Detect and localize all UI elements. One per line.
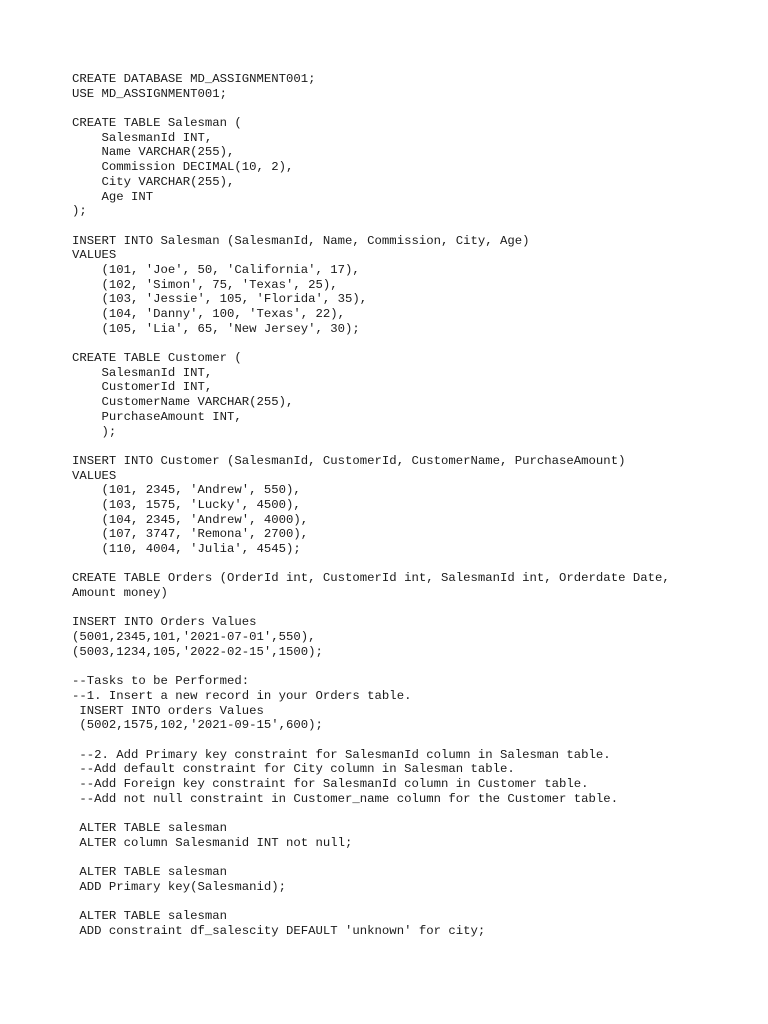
code-line: INSERT INTO orders Values bbox=[72, 703, 264, 718]
code-line: (104, 'Danny', 100, 'Texas', 22), bbox=[72, 307, 346, 321]
code-line: --Add Foreign key constraint for SalesmanId column in Customer table. bbox=[72, 777, 589, 791]
blank-line bbox=[72, 101, 752, 116]
code-line: (104, 2345, 'Andrew', 4000), bbox=[72, 512, 309, 527]
code-line: CREATE DATABASE MD_ASSIGNMENT001; bbox=[72, 72, 316, 86]
code-line: SalesmanId INT, bbox=[72, 365, 213, 380]
code-line: --Tasks to be Performed: bbox=[72, 674, 250, 689]
code-line: ADD Primary key(Salesmanid); bbox=[72, 879, 287, 894]
code-line: ALTER column Salesmanid INT not null; bbox=[72, 835, 353, 850]
code-line: ALTER TABLE salesman bbox=[72, 821, 227, 836]
blank-line bbox=[72, 850, 752, 865]
code-line: (107, 3747, 'Remona', 2700), bbox=[72, 527, 309, 542]
code-line: (5003,1234,105,'2022-02-15',1500); bbox=[72, 644, 323, 659]
blank-line bbox=[72, 806, 752, 821]
code-line: Age INT bbox=[72, 189, 154, 204]
code-line: INSERT INTO Customer (SalesmanId, CustomerId, CustomerName, PurchaseAmount) bbox=[72, 453, 626, 468]
code-line: (5002,1575,102,'2021-09-15',600); bbox=[72, 718, 323, 733]
code-line: ALTER TABLE salesman bbox=[72, 865, 227, 880]
code-line: CustomerName VARCHAR(255), bbox=[72, 395, 294, 410]
document-page bbox=[72, 72, 752, 939]
code-line: --1. Insert a new record in your Orders table. bbox=[72, 688, 412, 703]
code-line: INSERT INTO Orders Values bbox=[72, 615, 257, 630]
code-line: CREATE TABLE Customer ( bbox=[72, 351, 242, 366]
code-line: CustomerId INT, bbox=[72, 380, 213, 395]
blank-line bbox=[72, 336, 752, 351]
code-line: (5001,2345,101,'2021-07-01',550), bbox=[72, 630, 316, 645]
code-line: ADD constraint df_salescity DEFAULT 'unknown' for city; bbox=[72, 923, 486, 938]
code-line: --Add default constraint for City column in Salesman table. bbox=[72, 762, 515, 777]
code-line: USE MD_ASSIGNMENT001; bbox=[72, 86, 227, 101]
code-line: Name VARCHAR(255), bbox=[72, 145, 235, 160]
code-line: (103, 'Jessie', 105, 'Florida', 35), bbox=[72, 292, 368, 307]
code-line: (101, 2345, 'Andrew', 550), bbox=[72, 483, 301, 498]
code-line: VALUES bbox=[72, 468, 117, 483]
code-line: ); bbox=[72, 204, 87, 219]
blank-line bbox=[72, 895, 752, 910]
blank-line bbox=[72, 439, 752, 454]
code-line: (110, 4004, 'Julia', 4545); bbox=[72, 542, 301, 556]
code-line: Amount money) bbox=[72, 586, 168, 601]
code-line: (103, 1575, 'Lucky', 4500), bbox=[72, 497, 301, 512]
blank-line bbox=[72, 601, 752, 616]
blank-line bbox=[72, 219, 752, 234]
code-line: (101, 'Joe', 50, 'California', 17), bbox=[72, 262, 360, 277]
code-line: CREATE TABLE Orders (OrderId int, CustomerId int, SalesmanId int, Orderdate Date, bbox=[72, 571, 670, 586]
blank-line bbox=[72, 733, 752, 748]
code-line: (105, 'Lia', 65, 'New Jersey', 30); bbox=[72, 321, 360, 336]
code-line: City VARCHAR(255), bbox=[72, 174, 235, 189]
code-line: ); bbox=[72, 424, 117, 439]
blank-line bbox=[72, 660, 752, 675]
code-line: CREATE TABLE Salesman ( bbox=[72, 116, 242, 131]
code-line: --2. Add Primary key constraint for SalesmanId column in Salesman table. bbox=[72, 747, 611, 762]
blank-line bbox=[72, 557, 752, 572]
code-line: --Add not null constraint in Customer_name column for the Customer table. bbox=[72, 791, 619, 806]
code-line: VALUES bbox=[72, 248, 117, 263]
code-line: ALTER TABLE salesman bbox=[72, 909, 227, 924]
code-line: (102, 'Simon', 75, 'Texas', 25), bbox=[72, 277, 338, 292]
code-line: PurchaseAmount INT, bbox=[72, 409, 242, 424]
code-line: Commission DECIMAL(10, 2), bbox=[72, 160, 294, 175]
code-line: INSERT INTO Salesman (SalesmanId, Name, Commission, City, Age) bbox=[72, 233, 530, 248]
code-line: SalesmanId INT, bbox=[72, 130, 213, 145]
